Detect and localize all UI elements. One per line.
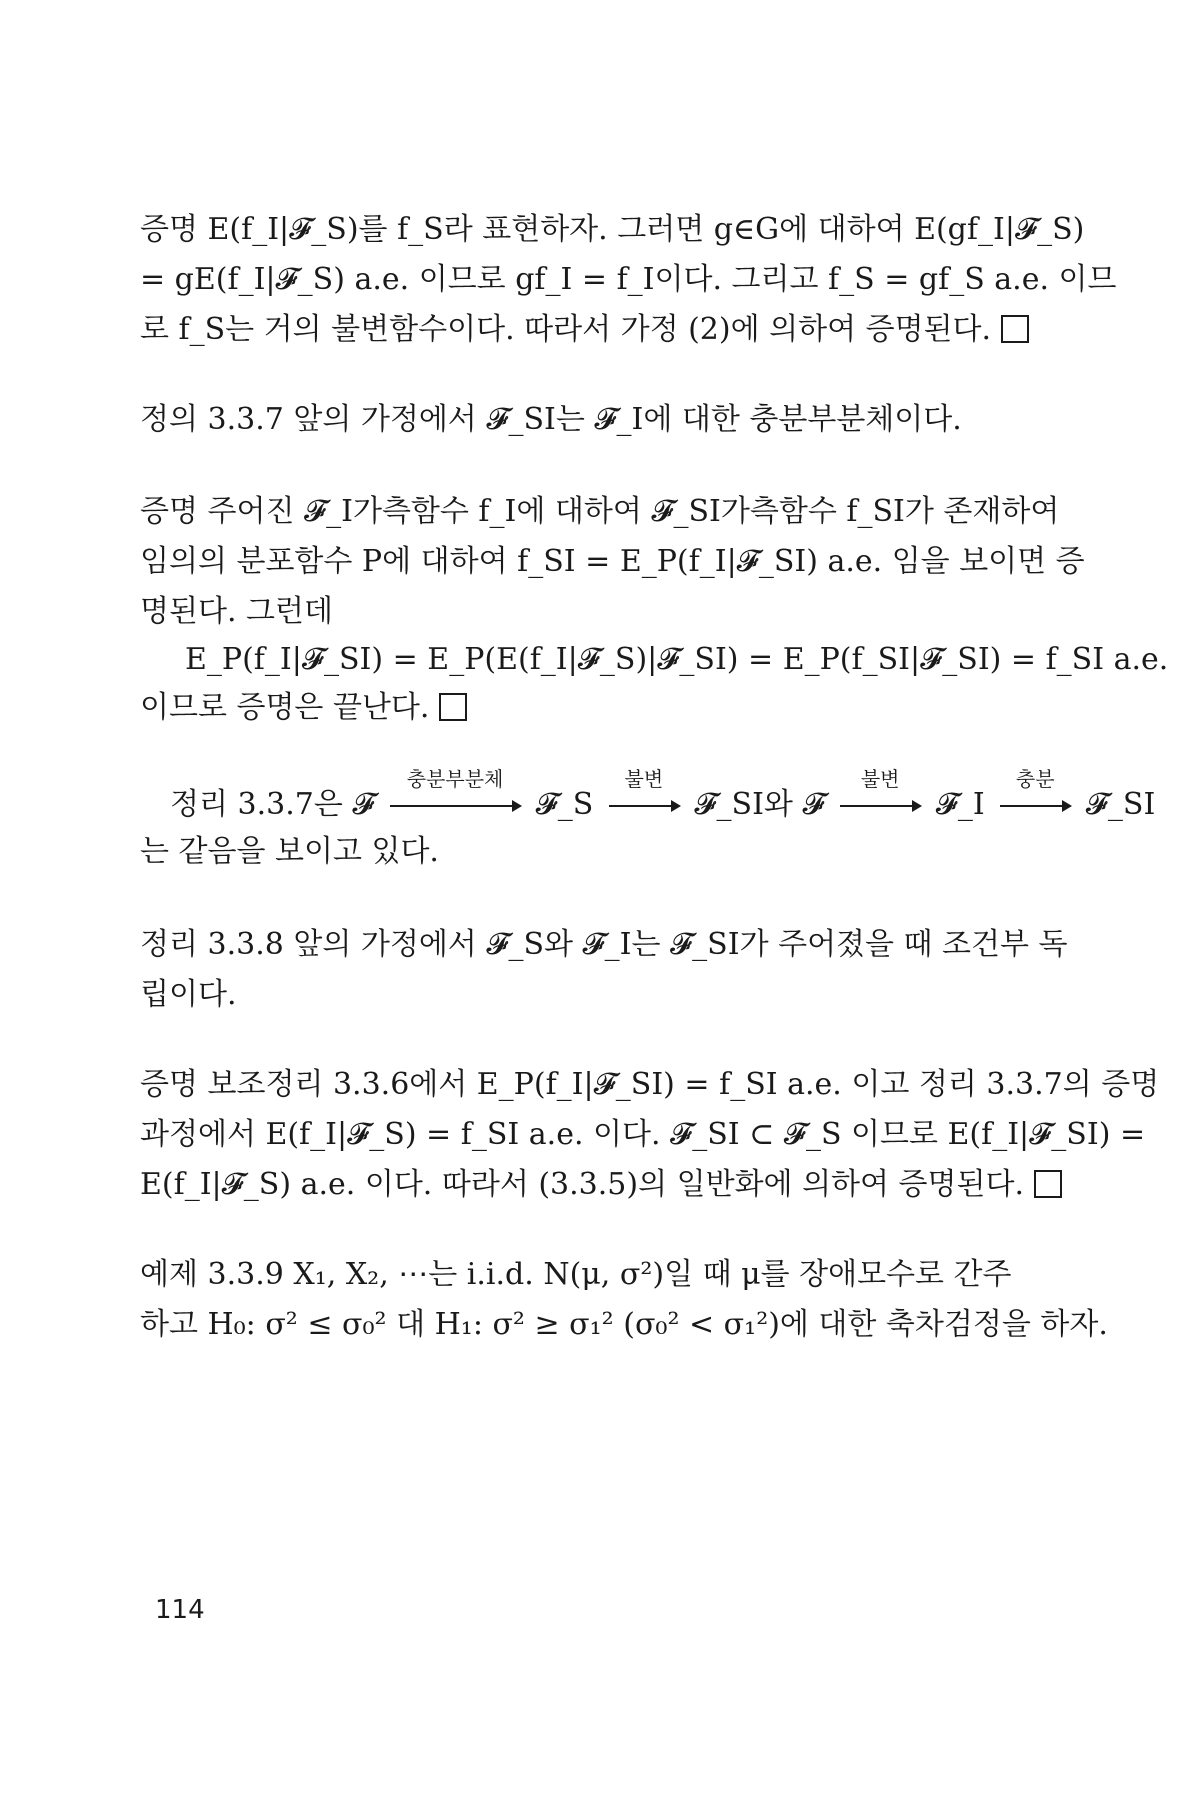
arrow-right-icon — [609, 805, 679, 807]
proof3-line2: 과정에서 E(f_I|𝓕_S) = f_SI a.e. 이다. 𝓕_SI ⊂ 𝓕_S 이므로 E(f_I|𝓕_SI) = — [140, 1117, 1146, 1152]
arrow-invariant-2 — [840, 767, 920, 825]
proof2-line4-text: 이므로 증명은 끝난다. — [140, 690, 430, 725]
arrow-label-3: 불변 — [860, 767, 900, 791]
arrow-right-icon — [840, 805, 920, 807]
proof2-equation: E_P(f_I|𝓕_SI) = E_P(E(f_I|𝓕_S)|𝓕_SI) = E_P(f_SI|𝓕_SI) = f_SI a.e. — [185, 642, 1169, 677]
proof3-line3-text: E(f_I|𝓕_S) a.e. 이다. 따라서 (3.3.5)의 일반화에 의하여 증명된다. — [140, 1167, 1024, 1202]
theorem-m4: 𝓕_SI — [1085, 787, 1156, 822]
proof1-line1: 증명 E(f_I|𝓕_S)를 f_S라 표현하자. 그러면 g∈G에 대하여 E(gf_I|𝓕_S) — [140, 212, 1085, 247]
theorem-3-3-8-line2: 립이다. — [140, 977, 237, 1012]
proof1-line2: = gE(f_I|𝓕_S) a.e. 이므로 gf_I = f_I이다. 그리고 f_S = gf_S a.e. 이므 — [140, 262, 1117, 297]
theorem-3-3-8-line1: 정리 3.3.8 앞의 가정에서 𝓕_S와 𝓕_I는 𝓕_SI가 주어졌을 때 조건부 독 — [140, 927, 1068, 962]
proof2-line3: 명된다. 그런데 — [140, 594, 333, 629]
example-3-3-9-line1: 예제 3.3.9 X₁, X₂, ⋯는 i.i.d. N(μ, σ²)일 때 μ를 장애모수로 간주 — [140, 1257, 1012, 1292]
proof3-line3 — [140, 1165, 1062, 1205]
theorem-pre: 정리 3.3.7은 𝓕 — [170, 787, 375, 822]
qed-box-icon — [1001, 315, 1029, 343]
arrow-label-2: 불변 — [624, 767, 664, 791]
arrow-sufficient-subfield — [390, 767, 520, 825]
theorem-m3: 𝓕_I — [935, 787, 985, 822]
example-3-3-9-line2: 하고 H₀: σ² ≤ σ₀² 대 H₁: σ² ≥ σ₁² (σ₀² < σ₁²)에 대한 축차검정을 하자. — [140, 1307, 1108, 1342]
theorem-3-3-7-line1 — [170, 767, 1156, 825]
arrow-label-4: 충분 — [1015, 767, 1055, 791]
qed-box-icon — [1034, 1170, 1062, 1198]
page-number: 114 — [155, 1595, 205, 1625]
arrow-sufficient — [1000, 767, 1070, 825]
theorem-m1: 𝓕_S — [535, 787, 594, 822]
theorem-m2: 𝓕_SI와 𝓕 — [694, 787, 825, 822]
arrow-right-icon — [1000, 805, 1070, 807]
arrow-label-1: 충분부분체 — [406, 767, 504, 791]
proof2-line1: 증명 주어진 𝓕_I가측함수 f_I에 대하여 𝓕_SI가측함수 f_SI가 존재하여 — [140, 494, 1060, 529]
arrow-right-icon — [390, 805, 520, 807]
proof3-line1: 증명 보조정리 3.3.6에서 E_P(f_I|𝓕_SI) = f_SI a.e. 이고 정리 3.3.7의 증명 — [140, 1067, 1160, 1102]
theorem-3-3-7-line2: 는 같음을 보이고 있다. — [140, 834, 439, 869]
proof1-line3 — [140, 310, 1029, 350]
arrow-invariant-1 — [609, 767, 679, 825]
proof2-line4 — [140, 688, 467, 728]
definition-3-3-7: 정의 3.3.7 앞의 가정에서 𝓕_SI는 𝓕_I에 대한 충분부분체이다. — [140, 402, 962, 437]
proof2-line2: 임의의 분포함수 P에 대하여 f_SI = E_P(f_I|𝓕_SI) a.e. 임을 보이면 증 — [140, 544, 1085, 579]
proof1-line3-text: 로 f_S는 거의 불변함수이다. 따라서 가정 (2)에 의하여 증명된다. — [140, 312, 992, 347]
qed-box-icon — [439, 693, 467, 721]
